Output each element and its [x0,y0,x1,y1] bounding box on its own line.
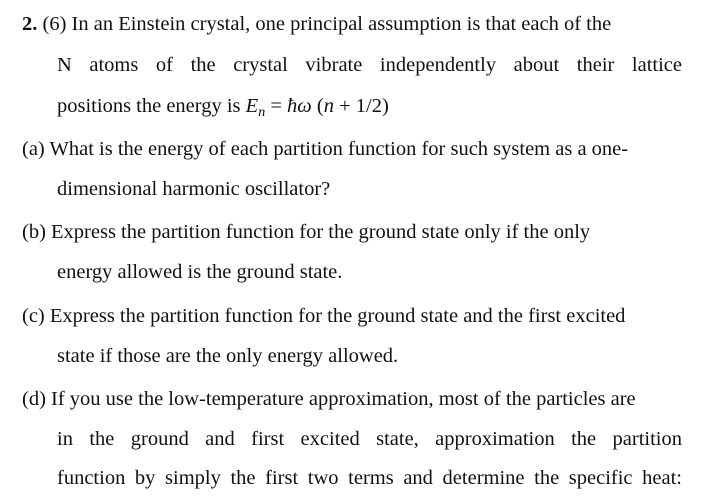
part-c-line1 [22,304,682,328]
problem-energy-line [57,94,389,125]
part-d-text-line2: in the ground and first excited state, approximation the partition [57,428,682,450]
part-b-text-line1: Express the partition function for the ground state only if the only [51,221,591,243]
problem-number: 2. [22,13,38,35]
part-d-text-line1: If you use the low-temperature approximation, most of the particles are [51,388,636,410]
part-c-text-line1: Express the partition function for the ground state and the first excited [49,305,626,327]
problem-intro-line1: In an Einstein crystal, one principal assumption is that each of the [71,13,612,35]
part-b-text-line2: energy allowed is the ground state. [57,261,343,283]
part-d-text-line3: function by simply the first two terms and determine the specific heat: [57,467,682,489]
part-d-label: (d) [22,388,46,410]
energy-symbol: E [245,95,259,117]
energy-subscript: n [258,105,266,120]
part-a-line1 [22,137,682,161]
problem-points: (6) [42,13,67,35]
part-a-text-line2: dimensional harmonic oscillator? [57,178,331,200]
part-d-line1 [22,387,682,411]
problem-intro-line2: N atoms of the crystal vibrate independently about their lattice [57,54,682,76]
part-a-label: (a) [22,138,45,160]
energy-rest: + 1/2) [333,95,389,117]
part-c-text-line2: state if those are the only energy allowed. [57,345,399,367]
problem-first-line [22,12,682,36]
energy-n: n [323,95,334,117]
energy-formula [245,95,389,120]
part-c-label: (c) [22,305,45,327]
energy-hbar-omega: ħω [287,95,312,117]
part-a-text-line1: What is the energy of each partition function for such system as a one- [49,138,629,160]
part-b-label: (b) [22,221,46,243]
problem-intro-line3: positions the energy is [57,95,241,117]
energy-open-paren: ( [311,95,324,117]
part-b-line1 [22,220,682,244]
energy-equals: = [265,95,288,117]
